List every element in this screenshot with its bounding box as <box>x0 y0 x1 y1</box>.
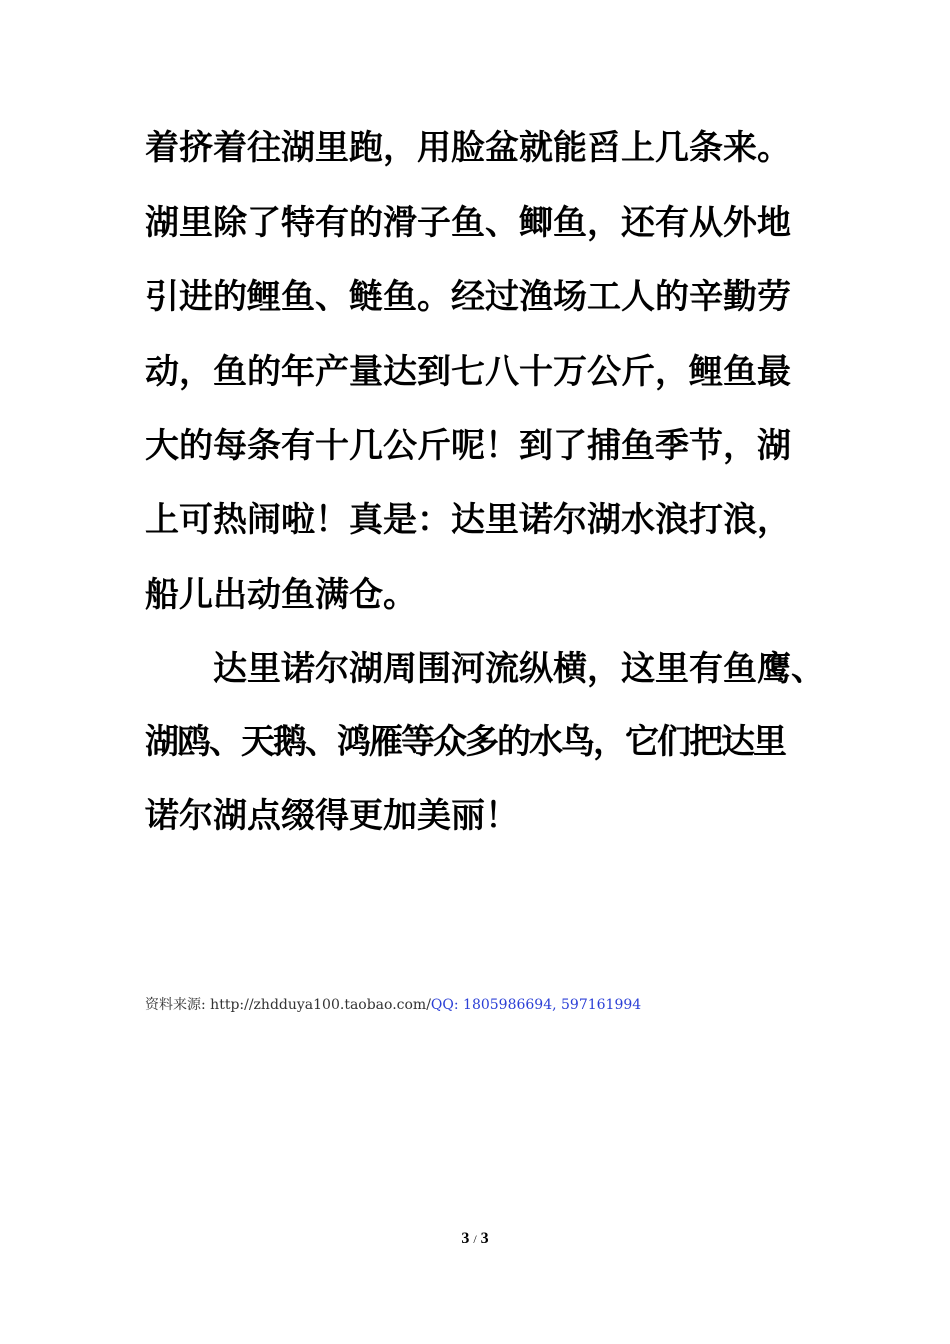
body-line-10: 诺尔湖点缀得更加美丽！ <box>145 796 519 836</box>
page-number-current: 3 <box>461 1230 470 1247</box>
footer-source-label: 资料来源: <box>145 997 206 1013</box>
body-line-2: 湖里除了特有的滑子鱼、鲫鱼，还有从外地 <box>145 203 791 243</box>
body-line-5: 大的每条有十几公斤呢！到了捕鱼季节，湖 <box>145 426 791 466</box>
footer-qq-contact: QQ: 1805986694, 597161994 <box>430 997 642 1013</box>
body-line-1: 着挤着往湖里跑，用脸盆就能舀上几条来。 <box>145 128 791 168</box>
body-line-4: 动，鱼的年产量达到七八十万公斤，鲤鱼最 <box>145 352 791 392</box>
page-number <box>0 1229 950 1249</box>
footer-source <box>145 996 641 1014</box>
footer-source-url[interactable]: http://zhdduya100.taobao.com/ <box>210 997 431 1013</box>
page-number-separator: / <box>473 1232 477 1246</box>
body-line-3: 引进的鲤鱼、鲢鱼。经过渔场工人的辛勤劳 <box>145 277 791 317</box>
page-number-total: 3 <box>480 1230 489 1247</box>
paragraph-2-first-line: 达里诺尔湖周围河流纵横，这里有鱼鹰、 <box>213 649 825 689</box>
body-line-6: 上可热闹啦！真是：达里诺尔湖水浪打浪， <box>145 500 791 540</box>
body-line-7: 船儿出动鱼满仓。 <box>145 575 417 615</box>
body-line-9: 湖鸥、天鹅、鸿雁等众多的水鸟，它们把达里 <box>145 722 785 762</box>
